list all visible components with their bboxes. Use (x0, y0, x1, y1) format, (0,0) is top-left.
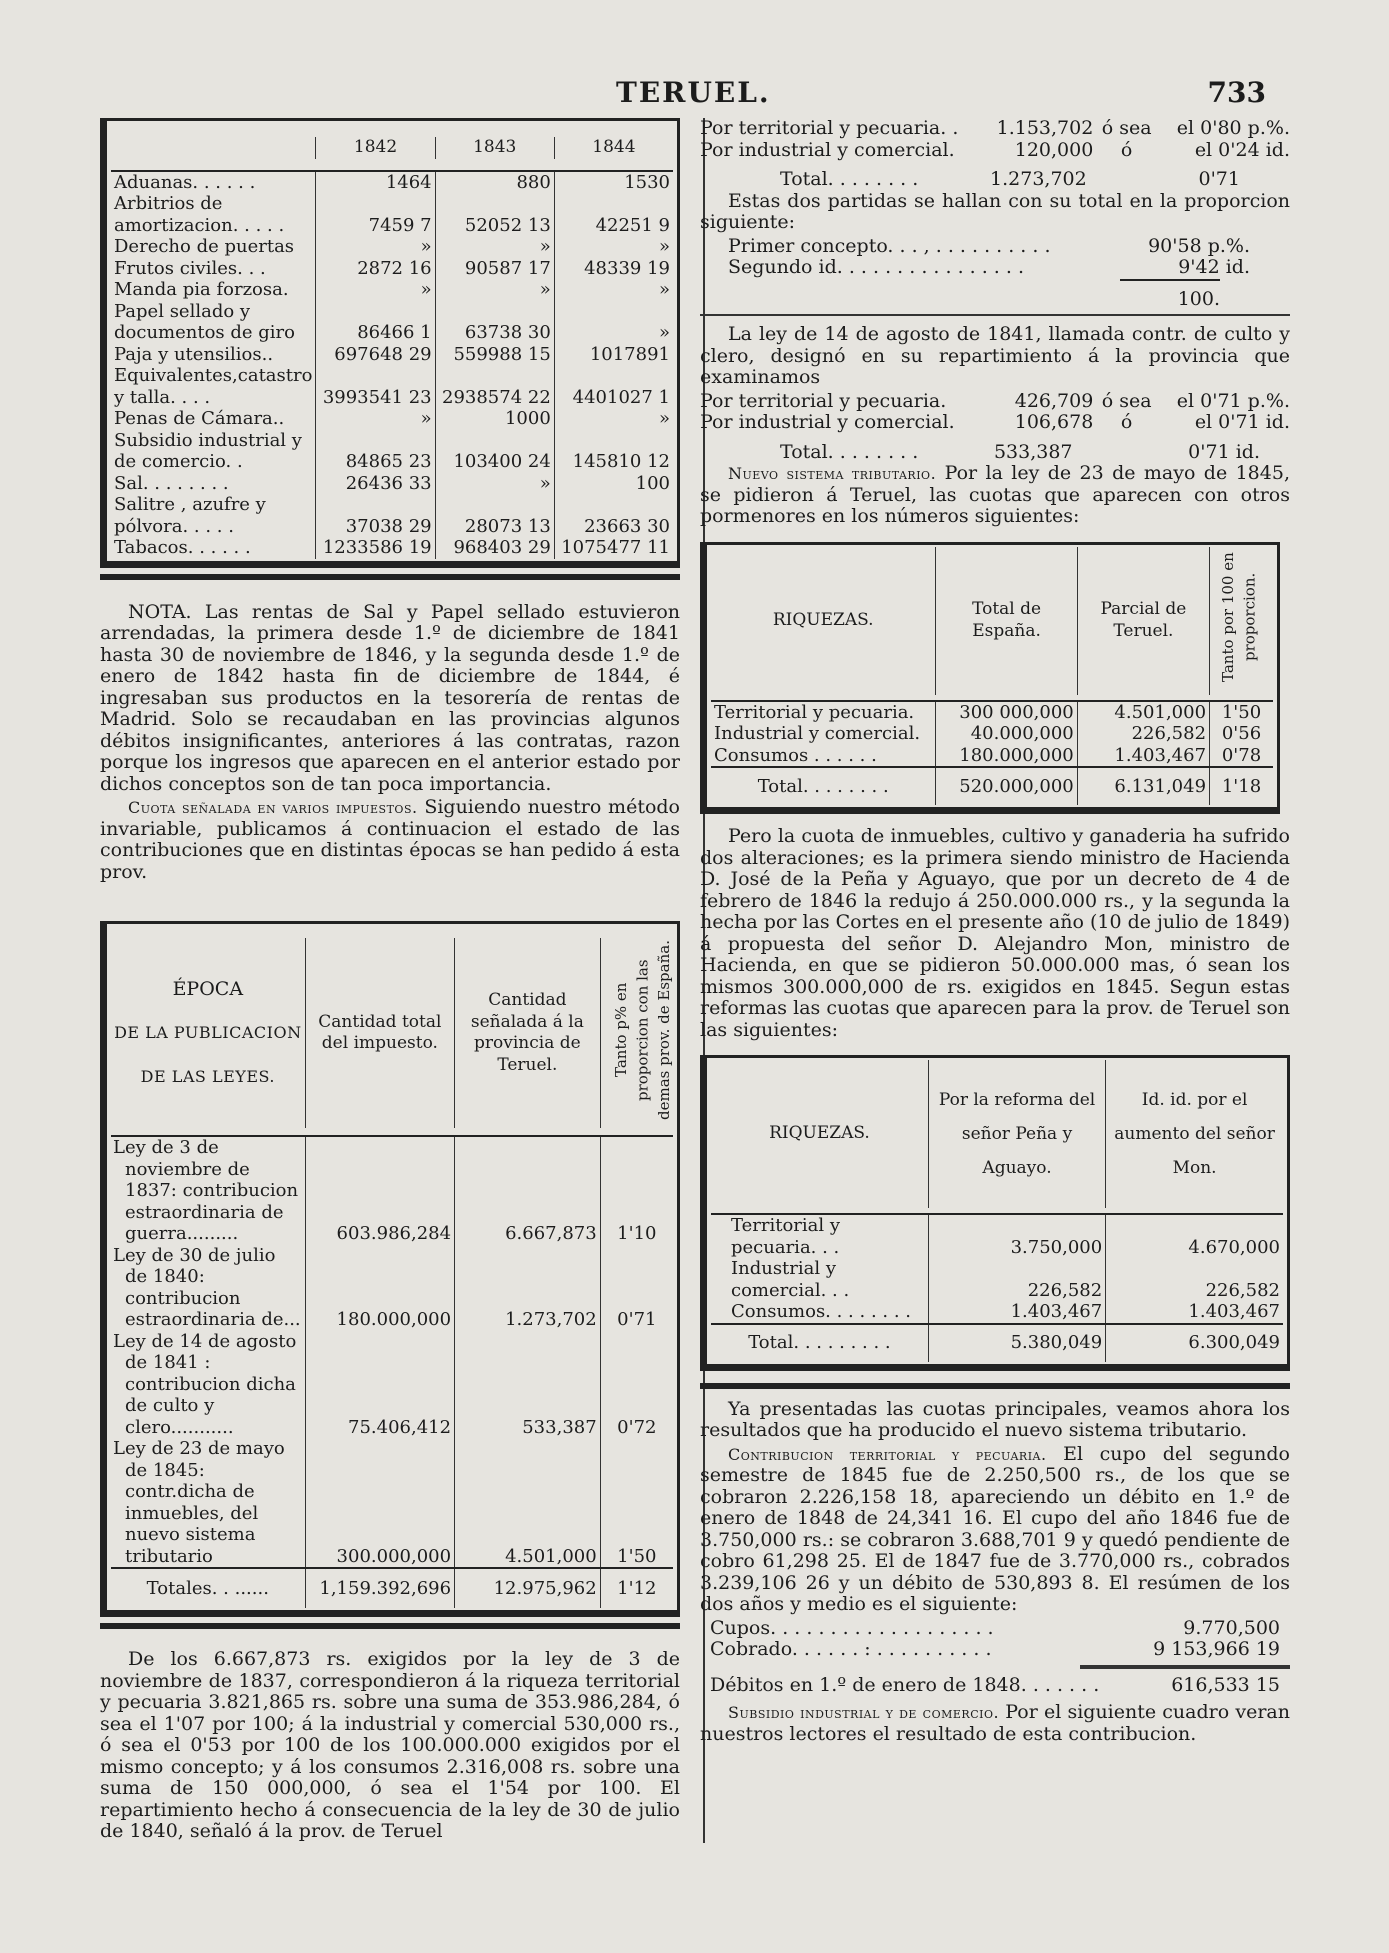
riq2-total-label: Total. . . . . . . . . (748, 1332, 891, 1354)
rentas-row-label: Sal. . . . . . . . (114, 472, 229, 494)
rentas-1843-value: » (435, 473, 554, 495)
epoca-row-tanto: 0'72 (600, 1331, 673, 1439)
page-number: 733 (1207, 76, 1266, 109)
epoca-row-tanto: 1'50 (600, 1438, 673, 1568)
rentas-1843-value: 28073 13 (435, 494, 554, 537)
ley-line-pct: el 0'71 id. (1194, 411, 1290, 433)
subsidio-paragraph (700, 1702, 1290, 1745)
year-1843-header: 1843 (435, 137, 554, 159)
epoca-row-teruel: 6.667,873 (455, 1136, 601, 1245)
totals-teruel: 12.975,962 (455, 1568, 601, 1608)
rentas-1843-value: 90587 17 (435, 258, 554, 280)
rentas-1844-value: 100 (554, 473, 673, 495)
rentas-1843-value: » (435, 236, 554, 258)
epoca-sub2: DE LAS LEYES. (140, 1066, 275, 1086)
riq2-pena: 226,582 (928, 1258, 1105, 1301)
riq2-total-mon: 6.300,049 (1106, 1324, 1283, 1362)
mon-header: Id. id. por el aumento del señor Mon. (1106, 1060, 1283, 1208)
ley-line-mid: ó sea (1101, 389, 1152, 412)
rentas-1842-value: 1233586 19 (316, 537, 435, 559)
epoca-row-total: 603.986,284 (305, 1136, 454, 1245)
cupos-label: Cupos. . . . . . . . . . . . . . . . . . . (710, 1616, 994, 1639)
epoca-row-teruel: 4.501,000 (455, 1438, 601, 1568)
rentas-row-label: Frutos civiles. . . (114, 257, 266, 279)
cantidad-senalada-header: Cantidad señalada á la provincia de Teruel. (455, 938, 601, 1128)
rentas-1844-value: » (554, 279, 673, 301)
rentas-1842-value: » (316, 279, 435, 301)
divider (100, 574, 680, 580)
riquezas1-row (711, 723, 1273, 745)
subsidio-text: Por el siguiente cuadro veran nuestros lectores el resultado de esta contribucion. (700, 1701, 1290, 1745)
epoca-table (100, 921, 680, 1617)
pena-header: Por la reforma del señor Peña y Aguayo. (928, 1060, 1105, 1208)
epoca-row-label: Ley de 23 de mayo de 1845: contr.dicha de inmuebles, del nuevo sistema tributario (113, 1438, 285, 1567)
riq2-label: Industrial y comercial. . . (731, 1258, 850, 1301)
rentas-row-label: Derecho de puertas (114, 236, 295, 257)
epoca-row-label: Ley de 14 de agosto de 1841 : contribucion dicha de culto y clero........... (113, 1330, 297, 1438)
total-amount: 1.273,702 (990, 168, 1087, 190)
cobrado-line (700, 1639, 1290, 1661)
ley-1841-text: La ley de 14 de agosto de 1841, llamada contr. de culto y clero, designó en su repartimiento á la provincia que examinamos (700, 323, 1290, 388)
riquezas-table-1 (700, 542, 1280, 815)
nuevo-sistema-text: Por la ley de 23 de mayo de 1845, se pidieron á Teruel, las cuotas que aparecen con otros pormenores en los números siguientes: (700, 462, 1290, 527)
rentas-row (111, 171, 673, 194)
rentas-1843-value: 2938574 22 (435, 365, 554, 408)
rentas-row-label: Equivalentes,catastro y talla. . . . (114, 365, 313, 408)
riq2-mon: 4.670,000 (1106, 1214, 1283, 1258)
prop-label: Segundo id. . . . . . . . . . . . . . . . (728, 256, 1025, 278)
cuota-text: Siguiendo nuestro método invariable, publicamos á continuacion el estado de las contribuciones que en distintas épocas se han pedido á esta prov. (100, 796, 680, 883)
epoca-row-label: Ley de 3 de noviembre de 1837: contribucion estraordinaria de guerra......... (113, 1137, 299, 1244)
total-pct: 0'71 (1198, 168, 1240, 190)
rentas-1842-value: 7459 7 (316, 193, 435, 236)
total-espana-header: Total de España. (936, 547, 1077, 695)
tanto-100-text: Tanto por 100 en proporcion. (1218, 552, 1259, 683)
rentas-1844-value: 1075477 11 (554, 537, 673, 559)
ley-total-pct: 0'71 id. (1188, 440, 1260, 463)
riquezas2-row (711, 1258, 1283, 1301)
ley-line-amount: 426,709 (1014, 389, 1094, 412)
cupos-value: 9.770,500 (1183, 1616, 1280, 1639)
rentas-1844-value: 1530 (554, 171, 673, 194)
right-top-total (700, 169, 1290, 191)
epoca-title: ÉPOCA (172, 977, 244, 1000)
ley-1841-lines (700, 391, 1290, 434)
rentas-1843-value: 559988 15 (435, 344, 554, 366)
prop-value: 9'42 id. (1178, 256, 1250, 278)
proportion-line (728, 236, 1290, 258)
rentas-row (111, 430, 673, 473)
totals-total: 1,159.392,696 (305, 1568, 454, 1608)
riq2-mon: 1.403,467 (1106, 1301, 1283, 1324)
totals-label: Totales. . ...... (146, 1577, 269, 1599)
rentas-row (111, 408, 673, 430)
tanto-header-text: Tanto p% en proporcion con las demas prov. de España. (611, 939, 673, 1120)
epoca-totals-row (111, 1568, 673, 1608)
rentas-row-label: Aduanas. . . . . . (114, 171, 256, 193)
proportion-line (728, 257, 1290, 279)
rentas-1844-value: 23663 30 (554, 494, 673, 537)
riq1-total: 180.000,000 (936, 745, 1077, 768)
rentas-row-label: Subsidio industrial y de comercio. . (114, 429, 302, 472)
line-amount: 1.153,702 (996, 117, 1094, 139)
ley-line-pct: el 0'71 p.%. (1176, 389, 1290, 412)
line-mid: ó (1120, 138, 1133, 161)
rentas-row (111, 279, 673, 301)
ley-line-label: Por industrial y comercial. (700, 411, 955, 433)
rentas-1843-value: 103400 24 (435, 430, 554, 473)
epoca-sub1: DE LA PUBLICACION (114, 1023, 302, 1043)
rentas-row (111, 344, 673, 366)
nuevo-sistema-paragraph (700, 463, 1290, 528)
page-title: TERUEL. (616, 76, 771, 109)
riquezas-table-2 (700, 1055, 1290, 1371)
epoca-header (111, 938, 305, 1128)
riq1-parcial: 1.403,467 (1077, 745, 1209, 768)
riq1-label: Territorial y pecuaria. (714, 701, 915, 723)
rentas-row (111, 537, 673, 559)
epoca-row-total: 300.000,000 (305, 1438, 454, 1568)
riq1-tanto: 0'78 (1210, 745, 1273, 768)
riquezas2-totals-row (711, 1324, 1283, 1362)
rentas-1842-value: 1464 (316, 171, 435, 194)
contribucion-heading: Contribucion territorial y pecuaria. (728, 1444, 1047, 1464)
resultados-paragraph: Ya presentadas las cuotas principales, veamos ahora los resultados que ha producido el nuevo sistema tributario. (700, 1397, 1290, 1441)
rentas-1842-value: 84865 23 (316, 430, 435, 473)
rentas-row (111, 258, 673, 280)
rentas-1842-value: 3993541 23 (316, 365, 435, 408)
riq1-parcial: 4.501,000 (1077, 701, 1209, 724)
contribucion-paragraph (700, 1444, 1290, 1616)
ley-line (700, 391, 1290, 413)
rentas-1843-value: 63738 30 (435, 301, 554, 344)
right-top-line (700, 140, 1290, 162)
riq1-total-tanto: 1'18 (1210, 767, 1273, 805)
riq1-label: Consumos . . . . . . (714, 744, 877, 766)
riq1-total-label: Total. . . . . . . . (757, 775, 889, 797)
rentas-1842-value: 2872 16 (316, 258, 435, 280)
line-pct: el 0'24 id. (1194, 138, 1290, 161)
proportion-total-value: 100. (1120, 279, 1220, 311)
rentas-1842-value: » (316, 408, 435, 430)
rentas-1843-value: 52052 13 (435, 193, 554, 236)
year-1844-header: 1844 (554, 137, 673, 159)
rentas-row (111, 494, 673, 537)
rentas-1844-value: » (554, 236, 673, 258)
riq1-total-total: 520.000,000 (936, 767, 1077, 805)
ley-total-label: Total. . . . . . . . (780, 440, 919, 463)
rentas-1844-value: 1017891 (554, 344, 673, 366)
rentas-row-label: Paja y utensilios.. (114, 343, 274, 365)
right-top-lines (700, 118, 1290, 161)
ley-line-label: Por territorial y pecuaria. (700, 389, 947, 412)
epoca-row-tanto: 0'71 (600, 1245, 673, 1331)
cantidad-total-header: Cantidad total del impuesto. (305, 938, 454, 1128)
rentas-table (100, 118, 680, 568)
divider (700, 1383, 1290, 1389)
divider (1080, 1665, 1290, 1669)
rentas-1844-value: 48339 19 (554, 258, 673, 280)
riquezas2-row (711, 1301, 1283, 1324)
rentas-1843-value: 968403 29 (435, 537, 554, 559)
rentas-row (111, 365, 673, 408)
rentas-1844-value: 145810 12 (554, 430, 673, 473)
cupos-line (700, 1618, 1290, 1640)
ley-line-amount: 106,678 (1014, 411, 1094, 433)
total-label: Total. . . . . . . . (780, 168, 919, 190)
epoca-row-label: Ley de 30 de julio de 1840: contribucion estraordinaria de... (113, 1244, 301, 1330)
riq2-mon: 226,582 (1106, 1258, 1283, 1301)
rentas-row-label: Salitre , azufre y pólvora. . . . . (114, 494, 266, 537)
rentas-1843-value: 1000 (435, 408, 554, 430)
debitos-line (700, 1675, 1290, 1697)
debitos-label: Débitos en 1.º de enero de 1848. . . . . . . (710, 1673, 1100, 1696)
riquezas2-row (711, 1214, 1283, 1258)
ley-line-mid: ó (1120, 411, 1133, 433)
rentas-1844-value: » (554, 408, 673, 430)
left-bottom-paragraph: De los 6.667,873 rs. exigidos por la ley de 3 de noviembre de 1837, correspondieron á la riqueza territorial y pecuaria 3.821,865 rs. sobre una suma de 353.986,284, ó sea el 1'07 por 100; á la industrial y comercial 530,000 rs., ó sea el 0'53 por 100 de los 100.000.000 exigidos por el mismo concepto; y á los consumos 2.316,008 rs. sobre una suma de 150 000,000, ó sea el 1'54 por 100. El repartimiento hecho á consecuencia de la ley de 30 de julio de 1840, señaló á la prov. de Teruel (100, 1648, 680, 1842)
riq2-pena: 3.750,000 (928, 1214, 1105, 1258)
epoca-row (111, 1438, 673, 1568)
rentas-1844-value: 4401027 1 (554, 365, 673, 408)
epoca-row-teruel: 533,387 (455, 1331, 601, 1439)
cuota-heading: Cuota señalada en varios impuestos. (128, 798, 418, 817)
epoca-row-total: 180.000,000 (305, 1245, 454, 1331)
parcial-teruel-header: Parcial de Teruel. (1077, 547, 1209, 695)
rentas-1844-value: 42251 9 (554, 193, 673, 236)
nota-label: NOTA. (128, 600, 192, 623)
prop-value: 90'58 p.%. (1148, 234, 1250, 257)
prop-label: Primer concepto. . . , . . . . . . . . . . (728, 234, 1051, 257)
riquezas1-row (711, 701, 1273, 724)
rentas-1842-value: 37038 29 (316, 494, 435, 537)
riq2-label: Consumos. . . . . . . . (731, 1301, 911, 1322)
page-header (96, 76, 1276, 112)
right-top-text: Estas dos partidas se hallan con su total en la proporcion siguiente: (700, 189, 1290, 233)
riq1-label: Industrial y comercial. (714, 723, 921, 744)
rentas-1844-value: » (554, 301, 673, 344)
nota-paragraph (100, 602, 680, 796)
riq1-tanto: 1'50 (1210, 701, 1273, 724)
riq2-label: Territorial y pecuaria. . . (731, 1215, 841, 1258)
riquezas-header: RIQUEZAS. (772, 609, 874, 630)
cobrado-value: 9 153,966 19 (1153, 1638, 1280, 1660)
rentas-1842-value: 697648 29 (316, 344, 435, 366)
epoca-row-teruel: 1.273,702 (455, 1245, 601, 1331)
contribucion-text: El cupo del segundo semestre de 1845 fue de 2.250,500 rs., de los que se cobraron 2.226,158 18, apareciendo un débito en 1.º de enero de 1848 de 24,341 16. El cupo del año 1846 fue de 3.750,000 rs.: se cobraron 3.688,701 9 y quedó pendiente de cobro 61,298 25. El de 1847 fue de 3.770,000 rs., cobrados 3.239,106 26 y un débito de 530,893 8. El resúmen de los dos años y medio es el siguiente: (700, 1442, 1290, 1615)
riq1-parcial: 226,582 (1077, 723, 1209, 745)
totals-tanto: 1'12 (600, 1568, 673, 1608)
left-column (100, 118, 680, 1845)
line-label: Por industrial y comercial. (700, 138, 955, 161)
debitos-value: 616,533 15 (1171, 1673, 1280, 1696)
rentas-row (111, 301, 673, 344)
riq2-total-pena: 5.380,049 (928, 1324, 1105, 1362)
right-top-line (700, 118, 1290, 140)
reforma-paragraph: Pero la cuota de inmuebles, cultivo y ganaderia ha sufrido dos alteraciones; es la primera siendo ministro de Hacienda D. José de la Peña y Aguayo, que por un decreto de 4 de febrero de 1846 la redujo á 250.000.000 rs., y la segunda la hecha por las Cortes en el presente año (10 de julio de 1849) á propuesta del señor D. Alejandro Mon, ministro de Hacienda, en que se pidieron 50.000.000 mas, ó sean los mismos 300.000,000 de rs. exigidos en 1845. Segun estas reformas las cuotas que aparecen para la prov. de Teruel son las siguientes: (700, 825, 1290, 1041)
epoca-row (111, 1331, 673, 1439)
subsidio-heading: Subsidio industrial y de comercio. (728, 1703, 1000, 1722)
ley-1841-total (700, 442, 1290, 464)
rentas-row-label: Manda pia forzosa. (114, 279, 289, 300)
rentas-row (111, 193, 673, 236)
rentas-row (111, 236, 673, 258)
proportion-lines (700, 236, 1290, 279)
riq1-total: 40.000,000 (936, 723, 1077, 745)
ley-line (700, 412, 1290, 434)
epoca-row (111, 1136, 673, 1245)
riquezas1-row (711, 745, 1273, 768)
epoca-row-tanto: 1'10 (600, 1136, 673, 1245)
rentas-row-label: Tabacos. . . . . . (114, 537, 251, 558)
line-label: Por territorial y pecuaria. . (700, 117, 959, 139)
riq2-pena: 1.403,467 (928, 1301, 1105, 1324)
ley-total-amount: 533,387 (993, 440, 1073, 463)
riq1-tanto: 0'56 (1210, 723, 1273, 745)
riquezas2-header: RIQUEZAS. (769, 1123, 870, 1144)
rentas-1843-value: » (435, 279, 554, 301)
epoca-row (111, 1245, 673, 1331)
year-1842-header: 1842 (316, 137, 435, 159)
divider (100, 1623, 680, 1629)
divider (700, 314, 1290, 316)
proportion-total (700, 279, 1290, 311)
rentas-row-label: Arbitrios de amortizacion. . . . . (114, 193, 285, 236)
tanto-100-header (1210, 547, 1273, 695)
rentas-row-label: Papel sellado y documentos de giro (114, 300, 295, 343)
line-mid: ó sea (1101, 117, 1152, 139)
line-amount: 120,000 (1014, 138, 1094, 161)
right-column (700, 118, 1290, 1747)
rentas-row-label: Penas de Cámara.. (114, 408, 285, 429)
nuevo-sistema-heading: Nuevo sistema tributario. (728, 464, 937, 483)
tanto-header (600, 938, 673, 1128)
riq1-total-parcial: 6.131,049 (1077, 767, 1209, 805)
epoca-row-total: 75.406,412 (305, 1331, 454, 1439)
rentas-1842-value: 26436 33 (316, 473, 435, 495)
rentas-1843-value: 880 (435, 171, 554, 194)
cobrado-label: Cobrado. . . . . . : . . . . . . . . . . (710, 1638, 992, 1660)
rentas-row (111, 473, 673, 495)
nota-text: Las rentas de Sal y Papel sellado estuvieron arrendadas, la primera desde 1.º de diciembre de 1841 hasta 30 de noviembre de 1846, y la segunda desde 1.º de enero de 1842 hasta fin de diciembre de 1844, é ingresaban sus productos en la tesorería de rentas de Madrid. Solo se recaudaban en las provincias algunos débitos insignificantes, anteriores á las contratas, razon porque los ingresos que aparecen en el anterior estado por dichos conceptos son de tan poca importancia. (100, 600, 680, 795)
line-pct: el 0'80 p.%. (1176, 117, 1290, 139)
riq1-total: 300 000,000 (936, 701, 1077, 724)
cuota-paragraph (100, 797, 680, 883)
rentas-1842-value: » (316, 236, 435, 258)
riquezas1-totals-row (711, 767, 1273, 805)
rentas-1842-value: 86466 1 (316, 301, 435, 344)
